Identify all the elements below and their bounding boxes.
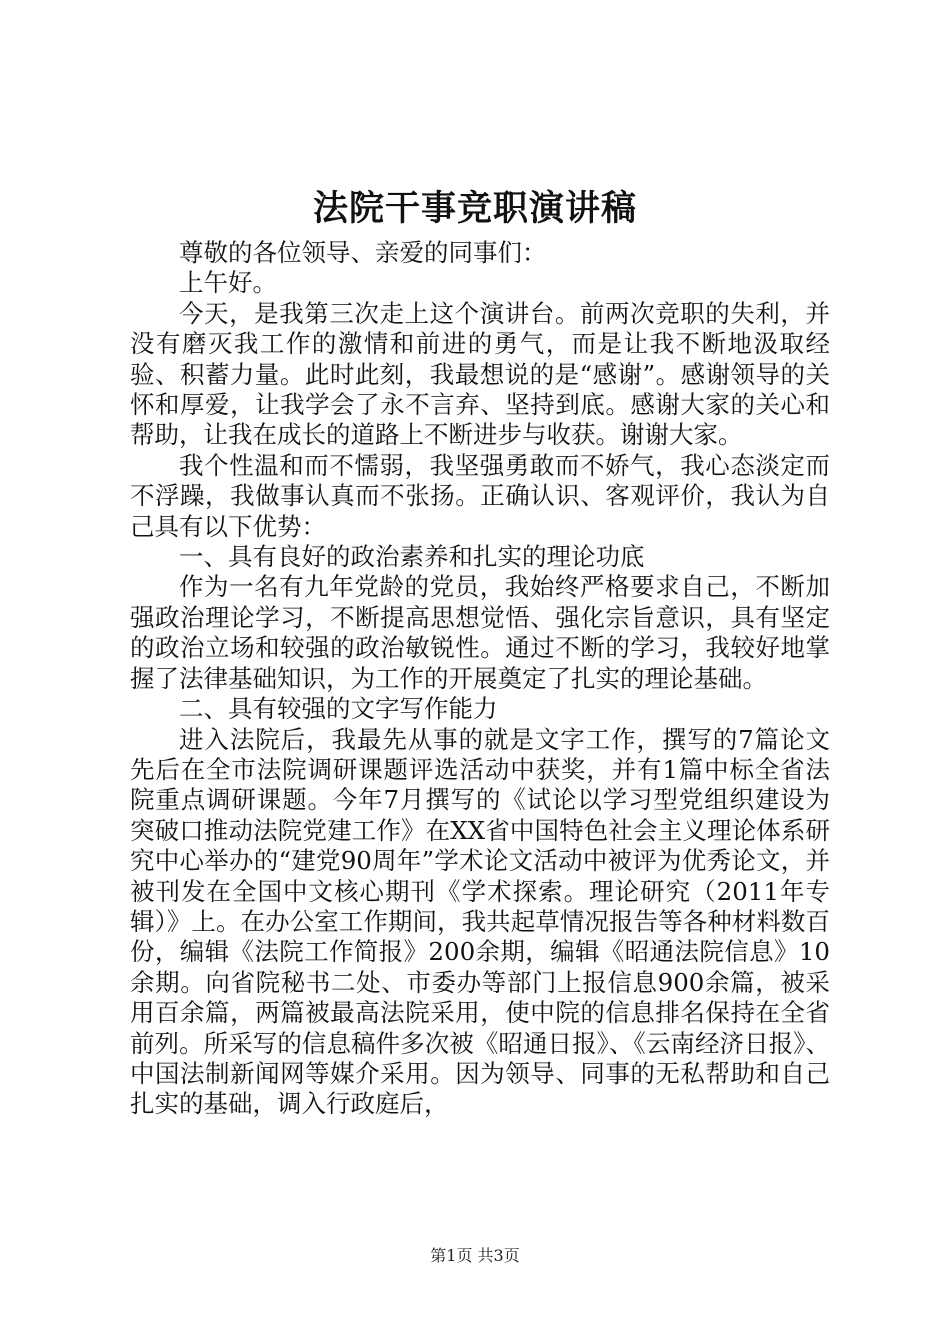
body-paragraph: 我个性温和而不懦弱，我坚强勇敢而不娇气，我心态淡定而不浮躁，我做事认真而不张扬。正确认识、客观评价，我认为自己具有以下优势： [130,450,830,541]
section-heading: 一、具有良好的政治素养和扎实的理论功底 [179,542,645,572]
page-number-footer: 第1页 共3页 [430,1246,520,1265]
section-heading: 二、具有较强的文字写作能力 [179,694,498,724]
body-paragraph: 今天，是我第三次走上这个演讲台。前两次竞职的失利，并没有磨灭我工作的激情和前进的勇气，而是让我不断地汲取经验、积蓄力量。此时此刻，我最想说的是“感谢”。感谢领导的关怀和厚爱，让我学会了永不言弃、坚持到底。感谢大家的关心和帮助，让我在成长的道路上不断进步与收获。谢谢大家。 [130,298,830,450]
document-title: 法院干事竞职演讲稿 [312,188,637,229]
document-body [130,238,830,1120]
body-paragraph: 进入法院后，我最先从事的就是文字工作，撰写的7篇论文先后在全市法院调研课题评选活动中获奖，并有1篇中标全省法院重点调研课题。今年7月撰写的《试论以学习型党组织建设为突破口推动法院党建工作》在XX省中国特色社会主义理论体系研究中心举办的“建党90周年”学术论文活动中被评为优秀论文，并被刊发在全国中文核心期刊《学术探索。理论研究（2011年专辑）》上。在办公室工作期间，我共起草情况报告等各种材料数百份，编辑《法院工作简报》200余期，编辑《昭通法院信息》10余期。向省院秘书二处、市委办等部门上报信息900余篇，被采用百余篇，两篇被最高法院采用，使中院的信息排名保持在全省前列。所采写的信息稿件多次被《昭通日报》、《云南经济日报》、中国法制新闻网等媒介采用。因为领导、同事的无私帮助和自己扎实的基础，调入行政庭后， [130,724,830,1119]
greeting-paragraph: 上午好。 [179,268,277,298]
body-paragraph: 作为一名有九年党龄的党员，我始终严格要求自己，不断加强政治理论学习，不断提高思想觉悟、强化宗旨意识，具有坚定的政治立场和较强的政治敏锐性。通过不断的学习，我较好地掌握了法律基础知识，为工作的开展奠定了扎实的理论基础。 [130,572,830,693]
salutation-paragraph: 尊敬的各位领导、亲爱的同事们： [179,238,547,267]
